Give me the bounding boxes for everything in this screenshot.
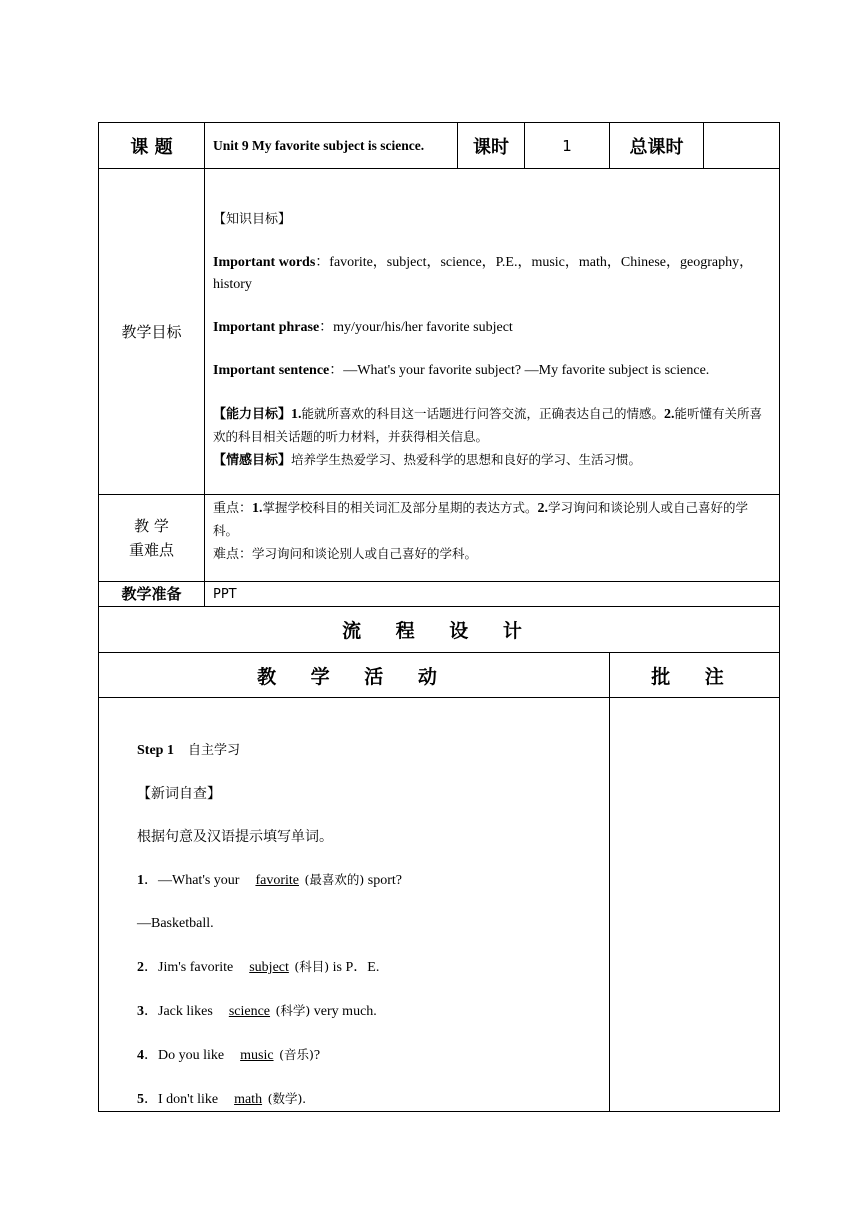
lesson-plan-sheet [98,122,779,1112]
activity-row [99,698,780,1112]
answer-blank: subject [249,960,289,975]
notes-header: 批 注 [610,653,780,698]
emotion-goal: 【情感目标】培养学生热爱学习、热爱科学的思想和良好的学习、生活习惯。 [213,452,642,468]
goals-content [205,169,780,495]
prep-value: PPT [205,582,780,607]
total-period-value [704,123,780,169]
exercise-reply-1: —Basketball. [137,916,214,931]
key-points-content [205,495,780,582]
prep-row [99,582,780,607]
total-period-label: 总课时 [610,123,704,169]
flow-title-row [99,607,780,653]
period-label: 课时 [458,123,525,169]
answer-blank: music [240,1048,274,1063]
exercise-item-3: 3．Jack likes science (科学) very much. [137,1003,377,1019]
step-heading: Step 1 自主学习 [137,743,240,758]
exercise-item-5: 5．I don't like math (数学). [137,1091,306,1107]
important-sentence: Important sentence：—What's your favorite subject? —My favorite subject is science. [213,363,710,378]
activity-header: 教 学 活 动 [99,653,610,698]
flow-header-row [99,653,780,698]
goals-row [99,169,780,495]
notes-content [610,698,780,1112]
key-point: 重点：1.掌握学校科目的相关词汇及部分星期的表达方式。2.学习询问和谈论别人或自己喜好的学科。 [213,500,749,538]
answer-blank: math [234,1092,263,1107]
exercise-item-2: 2．Jim's favorite subject (科目) is P．E. [137,959,380,975]
header-row [99,123,780,169]
topic-label: 课 题 [99,123,205,169]
prep-label: 教学准备 [99,582,205,607]
topic-value: Unit 9 My favorite subject is science. [205,123,458,169]
activity-content [99,698,610,1112]
exercise-item-4: 4．Do you like music (音乐)? [137,1047,321,1063]
exercise-item-1: 1．—What's your favorite (最喜欢的) sport? [137,872,402,888]
important-phrase: Important phrase：my/your/his/her favorite subject [213,320,513,335]
difficult-point: 难点：学习询问和谈论别人或自己喜好的学科。 [213,546,478,562]
ability-goal: 【能力目标】1.能就所喜欢的科目这一话题进行问答交流，正确表达自己的情感。2.能听懂有关所喜欢的科目相关话题的听力材料，并获得相关信息。 [213,406,763,444]
lesson-plan-table [98,122,780,1112]
answer-blank: science [228,1004,271,1019]
key-points-row [99,495,780,582]
answer-blank: favorite [255,873,299,888]
instruction: 根据句意及汉语提示填写单词。 [137,829,333,845]
knowledge-heading: 【知识目标】 [213,212,292,227]
period-value: 1 [525,123,610,169]
key-points-label: 教 学 重难点 [99,495,205,582]
flow-title: 流 程 设 计 [99,607,780,653]
goals-label: 教学目标 [99,169,205,495]
section-heading: 【新词自查】 [137,786,221,802]
important-words: Important words：favorite，subject，science，P.E.，music，math，Chinese，geography，history [213,255,754,292]
